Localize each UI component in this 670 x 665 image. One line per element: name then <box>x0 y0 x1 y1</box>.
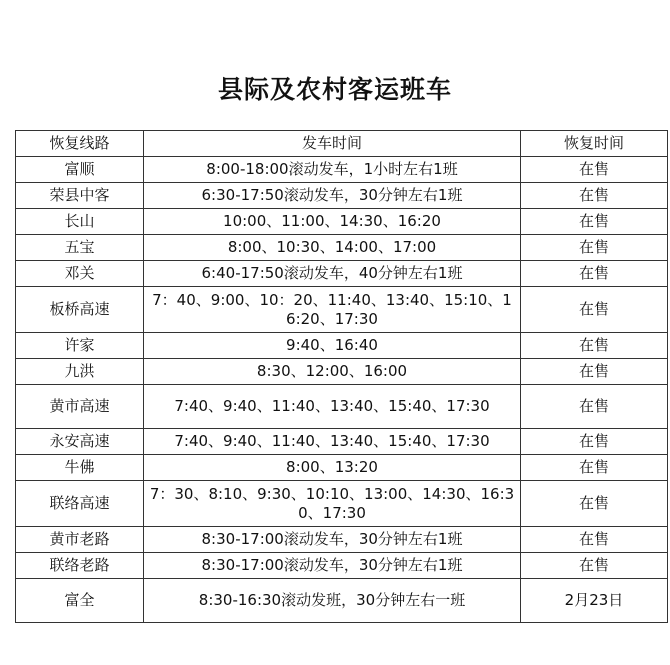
table-row <box>16 157 668 183</box>
departure-cell: 8:30、12:00、16:00 <box>144 359 521 385</box>
route-cell: 邓关 <box>16 261 144 287</box>
route-cell: 长山 <box>16 209 144 235</box>
table-row <box>16 287 668 333</box>
route-cell: 黄市高速 <box>16 385 144 429</box>
header-departure: 发车时间 <box>144 131 521 157</box>
header-resume: 恢复时间 <box>521 131 668 157</box>
resume-cell: 在售 <box>521 481 668 527</box>
departure-cell: 9:40、16:40 <box>144 333 521 359</box>
table-row <box>16 209 668 235</box>
header-route: 恢复线路 <box>16 131 144 157</box>
resume-cell: 在售 <box>521 527 668 553</box>
table-row <box>16 385 668 429</box>
resume-cell: 在售 <box>521 235 668 261</box>
route-cell: 黄市老路 <box>16 527 144 553</box>
table-row <box>16 579 668 623</box>
route-cell: 九洪 <box>16 359 144 385</box>
table-row <box>16 359 668 385</box>
resume-cell: 在售 <box>521 157 668 183</box>
table-row <box>16 481 668 527</box>
table-header-row <box>16 131 668 157</box>
departure-cell: 8:00、10:30、14:00、17:00 <box>144 235 521 261</box>
route-cell: 荣县中客 <box>16 183 144 209</box>
table-row <box>16 333 668 359</box>
resume-cell: 在售 <box>521 287 668 333</box>
resume-cell: 在售 <box>521 385 668 429</box>
route-cell: 联络老路 <box>16 553 144 579</box>
resume-cell: 在售 <box>521 455 668 481</box>
departure-cell: 8:30-16:30滚动发班，30分钟左右一班 <box>144 579 521 623</box>
resume-cell: 2月23日 <box>521 579 668 623</box>
route-cell: 板桥高速 <box>16 287 144 333</box>
departure-cell: 6:30-17:50滚动发车，30分钟左右1班 <box>144 183 521 209</box>
departure-cell: 7:40、9:40、11:40、13:40、15:40、17:30 <box>144 385 521 429</box>
resume-cell: 在售 <box>521 261 668 287</box>
departure-cell: 7:40、9:40、11:40、13:40、15:40、17:30 <box>144 429 521 455</box>
departure-cell: 8:00-18:00滚动发车，1小时左右1班 <box>144 157 521 183</box>
departure-cell: 6:40-17:50滚动发车，40分钟左右1班 <box>144 261 521 287</box>
table-row <box>16 261 668 287</box>
route-cell: 联络高速 <box>16 481 144 527</box>
route-cell: 牛佛 <box>16 455 144 481</box>
departure-cell: 8:30-17:00滚动发车，30分钟左右1班 <box>144 527 521 553</box>
resume-cell: 在售 <box>521 429 668 455</box>
route-cell: 富顺 <box>16 157 144 183</box>
table-row <box>16 553 668 579</box>
table-row <box>16 235 668 261</box>
departure-cell: 10:00、11:00、14:30、16:20 <box>144 209 521 235</box>
table-row <box>16 527 668 553</box>
departure-cell: 8:00、13:20 <box>144 455 521 481</box>
route-cell: 富全 <box>16 579 144 623</box>
route-cell: 永安高速 <box>16 429 144 455</box>
resume-cell: 在售 <box>521 359 668 385</box>
resume-cell: 在售 <box>521 183 668 209</box>
table-row <box>16 429 668 455</box>
departure-cell: 7：30、8:10、9:30、10:10、13:00、14:30、16:30、17:30 <box>144 481 521 527</box>
departure-cell: 8:30-17:00滚动发车，30分钟左右1班 <box>144 553 521 579</box>
page-title: 县际及农村客运班车 <box>217 75 452 104</box>
route-cell: 许家 <box>16 333 144 359</box>
departure-cell: 7：40、9:00、10：20、11:40、13:40、15:10、16:20、17:30 <box>144 287 521 333</box>
resume-cell: 在售 <box>521 333 668 359</box>
resume-cell: 在售 <box>521 209 668 235</box>
table-row <box>16 455 668 481</box>
route-cell: 五宝 <box>16 235 144 261</box>
table-row <box>16 183 668 209</box>
schedule-table <box>15 130 668 623</box>
resume-cell: 在售 <box>521 553 668 579</box>
